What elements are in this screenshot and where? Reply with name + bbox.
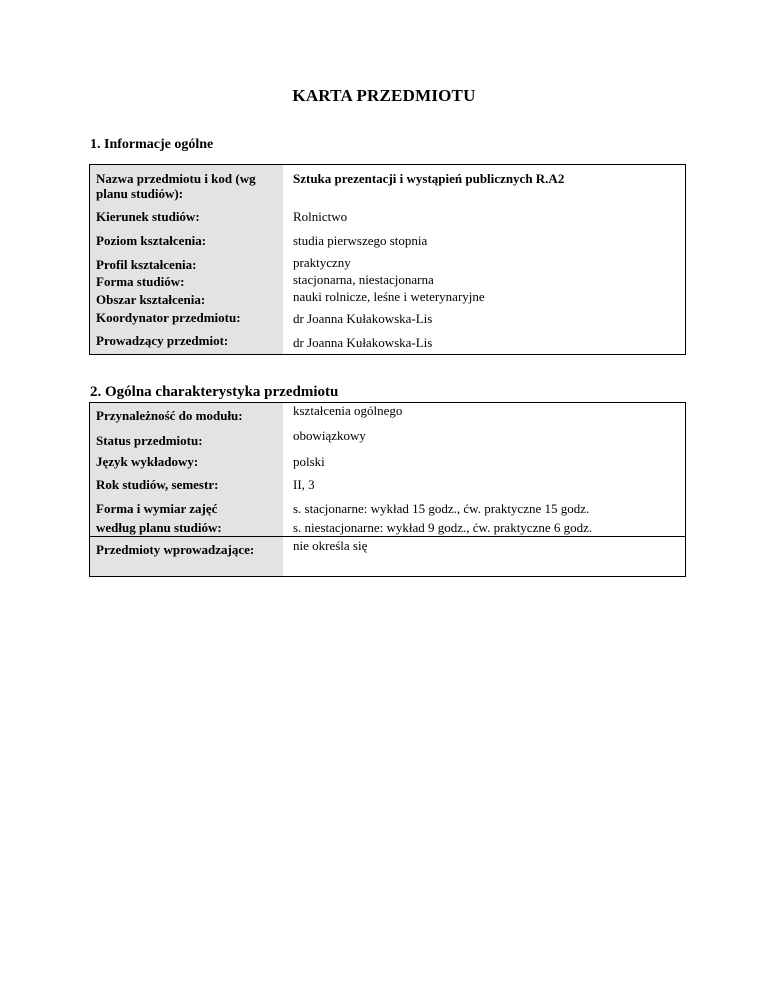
study-form-label: Forma studiów: xyxy=(96,273,185,289)
education-level-label: Poziom kształcenia: xyxy=(90,229,284,253)
status-label: Status przedmiotu: xyxy=(90,427,284,451)
class-form-label-line1: Forma i wymiar zajęć xyxy=(96,500,218,516)
status-value: obowiązkowy xyxy=(293,427,366,443)
section-heading-general-info: 1. Informacje ogólne xyxy=(90,137,214,152)
table-row xyxy=(90,253,686,331)
field-of-study-value: Rolnictwo xyxy=(293,208,348,224)
profile-value: praktyczny xyxy=(293,254,351,270)
area-label: Obszar kształcenia: xyxy=(96,291,206,307)
course-name-value: Sztuka prezentacji i wystąpień publicznych R.A2 xyxy=(293,171,565,186)
field-of-study-label: Kierunek studiów: xyxy=(90,205,284,229)
table-row xyxy=(90,497,686,537)
year-semester-label: Rok studiów, semestr: xyxy=(90,474,284,497)
instructor-value: dr Joanna Kułakowska-Lis xyxy=(293,334,433,350)
year-semester-value: II, 3 xyxy=(293,476,315,492)
class-form-value xyxy=(283,497,686,537)
table-row xyxy=(90,331,686,355)
page-title: KARTA PRZEDMIOTU xyxy=(292,86,476,105)
language-label: Język wykładowy: xyxy=(90,451,284,474)
instructor-label: Prowadzący przedmiot: xyxy=(90,331,284,355)
characteristics-table xyxy=(89,402,686,577)
section-heading-characteristics: 2. Ogólna charakterystyka przedmiotu xyxy=(90,384,339,400)
course-name-label: Nazwa przedmiotu i kod (wg planu studiów): xyxy=(90,165,284,205)
class-form-value-line1: s. stacjonarne: wykład 15 godz., ćw. praktyczne 15 godz. xyxy=(293,500,590,516)
table-row xyxy=(90,403,686,427)
table-row xyxy=(90,451,686,474)
table-row xyxy=(90,205,686,229)
prerequisites-label: Przedmioty wprowadzające: xyxy=(90,537,284,577)
class-form-value-line2: s. niestacjonarne: wykład 9 godz., ćw. praktyczne 6 godz. xyxy=(293,519,593,535)
profile-label: Profil kształcenia: xyxy=(96,256,197,272)
class-form-label-line2: według planu studiów: xyxy=(96,519,222,535)
study-form-value: stacjonarna, niestacjonarna xyxy=(293,271,434,287)
class-form-label xyxy=(90,497,284,537)
module-value: kształcenia ogólnego xyxy=(293,403,403,418)
general-info-table xyxy=(89,164,686,355)
coordinator-value: dr Joanna Kułakowska-Lis xyxy=(293,310,433,326)
table-row xyxy=(90,165,686,205)
table-row xyxy=(90,427,686,451)
language-value: polski xyxy=(293,453,325,469)
area-value: nauki rolnicze, leśne i weterynaryjne xyxy=(293,288,485,304)
table-row xyxy=(90,229,686,253)
module-label: Przynależność do modułu: xyxy=(90,403,284,427)
education-level-value: studia pierwszego stopnia xyxy=(293,232,428,248)
table-row xyxy=(90,474,686,497)
profile-group-values xyxy=(283,253,686,331)
table-row xyxy=(90,537,686,577)
prerequisites-value: nie określa się xyxy=(283,537,686,577)
coordinator-label: Koordynator przedmiotu: xyxy=(96,309,241,325)
profile-group-labels xyxy=(90,253,284,331)
